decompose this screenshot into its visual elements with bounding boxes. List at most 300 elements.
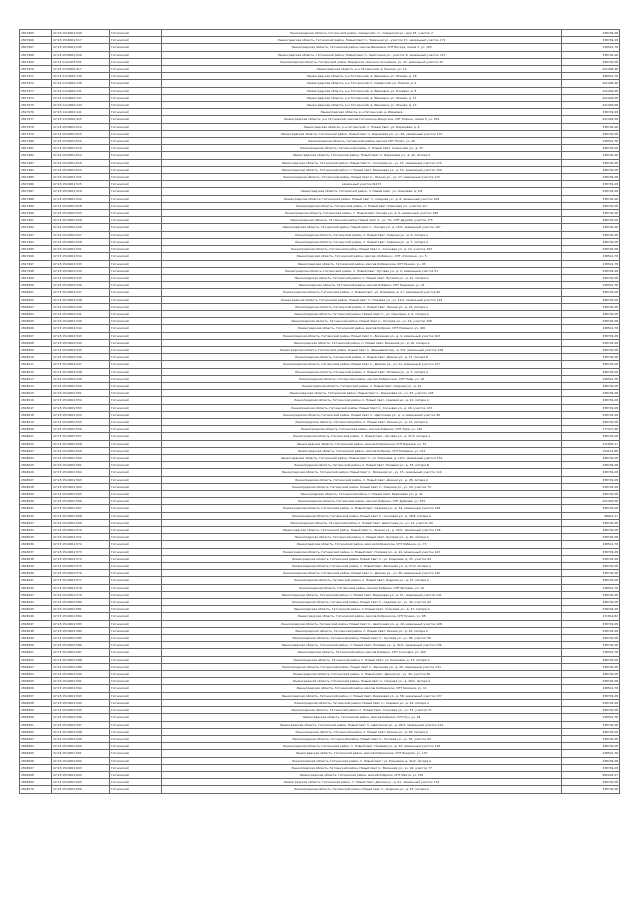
table-row — [20, 599, 620, 606]
cadastral-value-cell: 338749,28 — [562, 58, 620, 65]
district-cell: Гатчинский — [110, 613, 162, 620]
row-number-cell: 2818010 — [20, 354, 52, 361]
cadastral-number-cell: 47:23:1516001:526 — [52, 51, 110, 58]
row-number-cell: 2817983 — [20, 159, 52, 166]
table-row — [20, 555, 620, 562]
cadastral-value-cell: 338749,28 — [562, 462, 620, 469]
cadastral-number-cell: 47:23:1519001:546 — [52, 354, 110, 361]
table-row — [20, 94, 620, 101]
row-number-cell: 2817970 — [20, 66, 52, 73]
district-cell: Гатчинский — [110, 80, 162, 87]
address-cell: Ленинградская область, Гатчинский район, Новый Свет п., Лесная ул., уч. 17, земельный участок 172 — [162, 174, 562, 181]
cadastral-number-cell: 47:23:1519001:591 — [52, 678, 110, 685]
cadastral-number-cell: 47:23:1519001:542 — [52, 325, 110, 332]
district-cell: Гатчинский — [110, 577, 162, 584]
table-row — [20, 404, 620, 411]
district-cell: Гатчинский — [110, 541, 162, 548]
address-cell: Ленинградская область, Гатчинский район, массив «Кобрино», СНТ «Полесье», уч. 5 — [162, 253, 562, 260]
cadastral-number-cell: 47:23:1519001:596 — [52, 714, 110, 721]
cadastral-value-cell: 338749,28 — [562, 174, 620, 181]
address-cell: Ленинградская область, р-н Гатчинский, д. Ивановка — [162, 109, 562, 116]
district-cell: Гатчинский — [110, 303, 162, 310]
cadastral-number-cell: 47:23:1114002:141 — [52, 109, 110, 116]
row-number-cell: 2817984 — [20, 166, 52, 173]
cadastral-value-cell: 338749,28 — [562, 534, 620, 541]
district-cell: Гатчинский — [110, 649, 162, 656]
district-cell: Гатчинский — [110, 779, 162, 786]
cadastral-number-cell: 47:23:1114002:130 — [52, 73, 110, 80]
row-number-cell: 2817992 — [20, 224, 52, 231]
address-cell: Ленинградская область, Гатчинский район, массив Кобринское, СНТ Нива, уч. 18 — [162, 375, 562, 382]
district-cell: Гатчинский — [110, 699, 162, 706]
address-cell: Ленинградская область, Гатчинский район, Новый Свет п., Цветочная ул., д. 19, земельный участок 128 — [162, 620, 562, 627]
parcel-table-body — [20, 30, 620, 794]
table-row — [20, 728, 620, 735]
cadastral-value-cell: 338749,28 — [562, 109, 620, 116]
table-row — [20, 80, 620, 87]
address-cell: Ленинградская область, Гатчинский район, Новый Свет п., Березовая ул., д. 45, литера А — [162, 152, 562, 159]
cadastral-number-cell: 47:23:1519001:586 — [52, 642, 110, 649]
cadastral-value-cell: 338749,28 — [562, 707, 620, 714]
cadastral-number-cell: 47:23:1519001:578 — [52, 584, 110, 591]
cadastral-number-cell: 47:23:1519001:513 — [52, 166, 110, 173]
row-number-cell: 2818066 — [20, 757, 52, 764]
address-cell: Ленинградская область, Гатчинский район, массив Кобрино, СНТ Заря, уч. 120 — [162, 426, 562, 433]
table-row — [20, 361, 620, 368]
row-number-cell: 2818031 — [20, 505, 52, 512]
address-cell: Ленинградская область, Гатчинский район, Новый Свет п., уч. 7/1, СНТ Дружба, участок 175 — [162, 217, 562, 224]
cadastral-value-cell: 338749,28 — [562, 332, 620, 339]
cadastral-value-cell: 582224,27 — [562, 771, 620, 778]
table-row — [20, 325, 620, 332]
cadastral-value-cell: 338749,28 — [562, 563, 620, 570]
row-number-cell: 2817990 — [20, 210, 52, 217]
cadastral-value-cell: 338749,28 — [562, 339, 620, 346]
cadastral-value-cell: 131849,17 — [562, 440, 620, 447]
cadastral-number-cell: 47:23:1519001:600 — [52, 743, 110, 750]
district-cell: Гатчинский — [110, 757, 162, 764]
cadastral-number-cell: 47:23:1519001:587 — [52, 649, 110, 656]
row-number-cell: 2818067 — [20, 764, 52, 771]
district-cell: Гатчинский — [110, 332, 162, 339]
district-cell: Гатчинский — [110, 73, 162, 80]
table-row — [20, 159, 620, 166]
table-row — [20, 231, 620, 238]
row-number-cell: 2818020 — [20, 426, 52, 433]
address-cell: Ленинградская область, р-н Гатчинский, п. Новый Свет, ул. Березовая, д. 8 — [162, 123, 562, 130]
cadastral-value-cell: 338749,28 — [562, 570, 620, 577]
row-number-cell: 2817973 — [20, 87, 52, 94]
cadastral-value-cell: 338749,28 — [562, 743, 620, 750]
address-cell: Ленинградская область, Гатчинский район, массив Кобрино, СНТ Ветеран, уч. 19 — [162, 584, 562, 591]
district-cell: Гатчинский — [110, 771, 162, 778]
table-row — [20, 354, 620, 361]
table-row — [20, 368, 620, 375]
district-cell: Гатчинский — [110, 786, 162, 793]
cadastral-value-cell: 121449,58 — [562, 87, 620, 94]
cadastral-value-cell: 138521,78 — [562, 282, 620, 289]
table-row — [20, 433, 620, 440]
cadastral-number-cell: 47:23:1519001:527 — [52, 231, 110, 238]
row-number-cell: 2817967 — [20, 44, 52, 51]
row-number-cell: 2818026 — [20, 469, 52, 476]
table-row — [20, 217, 620, 224]
table-row — [20, 44, 620, 51]
address-cell: Ленинградская область, Гатчинский район, массив Кобринское, СНТ Березка, уч. 57 — [162, 440, 562, 447]
row-number-cell: 2817975 — [20, 102, 52, 109]
address-cell: Ленинградская область, Гатчинский район, п. Новый Свет, Озерная ул., д. 37, литера А — [162, 577, 562, 584]
address-cell: Ленинградская область, Гатчинский район, Новый Свет п., Весенняя ул., д. 4, земельный участок 162 — [162, 332, 562, 339]
cadastral-value-cell: 138521,78 — [562, 541, 620, 548]
cadastral-value-cell: 338749,28 — [562, 267, 620, 274]
address-cell: Ленинградская область, Гатчинский район, п. Новый Свет, Полевая ул., д. 59, земельный участок 118 — [162, 743, 562, 750]
address-cell: Ленинградская область, Гатчинский район, Новый Свет п., Цветочная ул., участок 9, земельный участок 113 — [162, 51, 562, 58]
cadastral-number-cell: 47:23:1519001:515 — [52, 130, 110, 137]
cadastral-number-cell: 47:23:1519001:523 — [52, 210, 110, 217]
district-cell: Гатчинский — [110, 116, 162, 123]
cadastral-value-cell: 338749,28 — [562, 764, 620, 771]
address-cell: Ленинградская область, Гатчинский район, массив Кобринское, СНТ Калинка, уч. 11 — [162, 685, 562, 692]
district-cell: Гатчинский — [110, 440, 162, 447]
cadastral-value-cell: 138521,78 — [562, 750, 620, 757]
row-number-cell: 2817982 — [20, 152, 52, 159]
cadastral-number-cell: 47:23:1519001:605 — [52, 779, 110, 786]
cadastral-number-cell: 47:23:1519001:548 — [52, 368, 110, 375]
district-cell: Гатчинский — [110, 498, 162, 505]
table-row — [20, 332, 620, 339]
cadastral-value-cell: 138521,78 — [562, 685, 620, 692]
address-cell: Ленинградская область, Гатчинский район, массив Кобрино, СНТ Луч, уч. 64 — [162, 714, 562, 721]
cadastral-number-cell: 47:23:1519001:521 — [52, 174, 110, 181]
district-cell: Гатчинский — [110, 678, 162, 685]
table-row — [20, 527, 620, 534]
address-cell: Ленинградская область, Гатчинский район, п. Новый Свет, ул. Кленовая, д. 17, земельный участок 60 — [162, 289, 562, 296]
row-number-cell: 2818055 — [20, 678, 52, 685]
cadastral-number-cell: 47:23:1519001:560 — [52, 454, 110, 461]
cadastral-number-cell: 47:23:1519001:599 — [52, 735, 110, 742]
district-cell: Гатчинский — [110, 231, 162, 238]
cadastral-number-cell: 47:23:1519001:543 — [52, 332, 110, 339]
cadastral-number-cell: 47:23:1519001:518 — [52, 202, 110, 209]
address-cell: Ленинградская область, р-н Гатчинский, д. Ивановка, ул. Южная, д. 13 — [162, 102, 562, 109]
row-number-cell: 2818070 — [20, 786, 52, 793]
address-cell: Ленинградская область, Гатчинский район, массив Кобрино, СНТ Дубрава, уч. 334 — [162, 498, 562, 505]
district-cell: Гатчинский — [110, 563, 162, 570]
address-cell: Ленинградская область, Гатчинский район, п. Новый Свет, Дачная ул., д. 28, литера А — [162, 476, 562, 483]
cadastral-number-cell: 47:23:1519001:556 — [52, 426, 110, 433]
district-cell: Гатчинский — [110, 145, 162, 152]
row-number-cell: 2818017 — [20, 404, 52, 411]
district-cell: Гатчинский — [110, 282, 162, 289]
cadastral-value-cell: 338749,28 — [562, 382, 620, 389]
table-row — [20, 663, 620, 670]
table-row — [20, 58, 620, 65]
cadastral-number-cell: 47:23:1519001:553 — [52, 404, 110, 411]
row-number-cell: 2818044 — [20, 599, 52, 606]
table-row — [20, 188, 620, 195]
address-cell: Ленинградская область, Гатчинский район, Веревское сельское поселение, уч. 47, земельный участок 34 — [162, 58, 562, 65]
cadastral-number-cell: 47:23:1519001:540 — [52, 318, 110, 325]
table-row — [20, 462, 620, 469]
cadastral-value-cell: 338749,28 — [562, 217, 620, 224]
cadastral-number-cell: 47:23:1519001:550 — [52, 382, 110, 389]
cadastral-value-cell: 338749,28 — [562, 303, 620, 310]
row-number-cell: 2818063 — [20, 735, 52, 742]
table-row — [20, 397, 620, 404]
district-cell: Гатчинский — [110, 735, 162, 742]
cadastral-number-cell: 47:23:1519001:534 — [52, 267, 110, 274]
district-cell: Гатчинский — [110, 238, 162, 245]
cadastral-number-cell: 47:23:1519001:522 — [52, 195, 110, 202]
table-row — [20, 310, 620, 317]
table-row — [20, 483, 620, 490]
cadastral-number-cell: 47:23:1519001:566 — [52, 498, 110, 505]
cadastral-number-cell: 47:23:1114002:137 — [52, 94, 110, 101]
cadastral-value-cell: 421448,48 — [562, 66, 620, 73]
cadastral-value-cell: 338749,28 — [562, 454, 620, 461]
district-cell: Гатчинский — [110, 570, 162, 577]
cadastral-value-cell: 338749,28 — [562, 692, 620, 699]
row-number-cell: 2817989 — [20, 202, 52, 209]
row-number-cell: 2818022 — [20, 440, 52, 447]
table-row — [20, 289, 620, 296]
row-number-cell: 2817980 — [20, 138, 52, 145]
address-cell: Ленинградская область, р-н Гатчинский, д. Пенино, ул. 12 — [162, 66, 562, 73]
cadastral-value-cell: 338749,28 — [562, 37, 620, 44]
cadastral-value-cell: 338749,28 — [562, 130, 620, 137]
address-cell: Ленинградская область, Гатчинский район, п. Новый Свет, Речная ул., д. 29, литера А — [162, 627, 562, 634]
address-cell: Ленинградская область, Гатчинский район, п. Новый Свет, Весенняя ул., д. 27/2, литера А — [162, 563, 562, 570]
address-cell: Ленинградская область, Гатчинский район, Новый Свет п., Садовая ул., уч. 40, участок 62 — [162, 599, 562, 606]
address-cell: Ленинградская область, Гатчинский район, Новый Свет п., Садовая ул., д. 49, литера А — [162, 699, 562, 706]
row-number-cell: 2818036 — [20, 541, 52, 548]
cadastral-value-cell: 138521,78 — [562, 253, 620, 260]
district-cell: Гатчинский — [110, 728, 162, 735]
table-row — [20, 563, 620, 570]
cadastral-number-cell: 47:23:1114002:143 — [52, 102, 110, 109]
table-row — [20, 656, 620, 663]
cadastral-number-cell: 47:23:1519001:539 — [52, 303, 110, 310]
cadastral-value-cell: 338749,28 — [562, 274, 620, 281]
district-cell: Гатчинский — [110, 260, 162, 267]
table-row — [20, 411, 620, 418]
table-row — [20, 138, 620, 145]
address-cell: Ленинградская область, Гатчинский район, Новый Свет п., Полевая ул., уч. 21/1, земельный участок 119 — [162, 296, 562, 303]
district-cell: Гатчинский — [110, 94, 162, 101]
row-number-cell: 2818043 — [20, 591, 52, 598]
district-cell: Гатчинский — [110, 447, 162, 454]
table-row — [20, 426, 620, 433]
row-number-cell: 2818003 — [20, 303, 52, 310]
address-cell: Ленинградская область, Гатчинский район, Новый Свет п., Дачная ул., уч. 21, земельный участок 157 — [162, 361, 562, 368]
table-row — [20, 584, 620, 591]
cadastral-number-cell: 47:23:1519001:519 — [52, 188, 110, 195]
row-number-cell: 2818004 — [20, 310, 52, 317]
cadastral-value-cell: 154112,88 — [562, 447, 620, 454]
row-number-cell: 2818018 — [20, 411, 52, 418]
district-cell: Гатчинский — [110, 66, 162, 73]
address-cell: Ленинградская область, Гатчинский район, п. Новый Свет, Дачная ул., д. 17, литера Б — [162, 354, 562, 361]
table-row — [20, 260, 620, 267]
address-cell: Ленинградская область, Гатчинский район, п. Новый Свет, Кленовая ул., участок 1/1 — [162, 202, 562, 209]
district-cell: Гатчинский — [110, 195, 162, 202]
table-row — [20, 339, 620, 346]
district-cell: Гатчинский — [110, 548, 162, 555]
cadastral-number-cell: 47:23:1519001:603 — [52, 764, 110, 771]
cadastral-number-cell: 47:23:1519001:585 — [52, 635, 110, 642]
address-cell: Ленинградская область, Гатчинский район, п. Новый Свет, Садовая ул., д. 34, земельный участок 148 — [162, 505, 562, 512]
table-row — [20, 440, 620, 447]
cadastral-number-cell: 47:23:1111003:551 — [52, 58, 110, 65]
table-row — [20, 613, 620, 620]
table-row — [20, 692, 620, 699]
district-cell: Гатчинский — [110, 30, 162, 37]
district-cell: Гатчинский — [110, 454, 162, 461]
table-row — [20, 66, 620, 73]
district-cell: Гатчинский — [110, 606, 162, 613]
row-number-cell: 2818033 — [20, 519, 52, 526]
row-number-cell: 2817987 — [20, 188, 52, 195]
table-row — [20, 735, 620, 742]
table-row — [20, 469, 620, 476]
district-cell: Гатчинский — [110, 152, 162, 159]
cadastral-value-cell: 338749,28 — [562, 433, 620, 440]
table-row — [20, 181, 620, 188]
cadastral-number-cell: 47:23:1516001:512 — [52, 138, 110, 145]
district-cell: Гатчинский — [110, 707, 162, 714]
district-cell: Гатчинский — [110, 527, 162, 534]
cadastral-value-cell: 138521,78 — [562, 649, 620, 656]
row-number-cell: 2818032 — [20, 512, 52, 519]
district-cell: Гатчинский — [110, 534, 162, 541]
cadastral-value-cell: 421448,48 — [562, 80, 620, 87]
district-cell: Гатчинский — [110, 138, 162, 145]
cadastral-value-cell: 421449,58 — [562, 94, 620, 101]
row-number-cell: 2818061 — [20, 721, 52, 728]
district-cell: Гатчинский — [110, 404, 162, 411]
cadastral-number-cell: 47:23:1519001:573 — [52, 548, 110, 555]
cadastral-value-cell: 338749,28 — [562, 721, 620, 728]
cadastral-number-cell: 47:23:1519001:547 — [52, 361, 110, 368]
row-number-cell: 2817972 — [20, 80, 52, 87]
table-row — [20, 195, 620, 202]
row-number-cell: 2817988 — [20, 195, 52, 202]
address-cell: Ленинградская область, Гатчинский район, п. Новый Свет, Садовая ул., д. 21, литера А — [162, 397, 562, 404]
address-cell: Ленинградская область, Гатчинский район, п. Новый Свет, Полевая ул., д. 52/1, земельный участок 139 — [162, 642, 562, 649]
address-cell: Ленинградская область, Гатчинский район, п. Новый Свет, Лесная ул., д. 23, литера А — [162, 303, 562, 310]
district-cell: Гатчинский — [110, 390, 162, 397]
district-cell: Гатчинский — [110, 491, 162, 498]
cadastral-value-cell: 338749,28 — [562, 519, 620, 526]
row-number-cell: 2818048 — [20, 627, 52, 634]
cadastral-value-cell: 338749,28 — [562, 145, 620, 152]
cadastral-number-cell: 47:23:1519001:525 — [52, 181, 110, 188]
address-cell: Ленинградская область, р-н Гатчинский, д. Ивановка, ул. Южная, д. 18 — [162, 73, 562, 80]
table-row — [20, 627, 620, 634]
cadastral-number-cell: 47:23:1519001:562 — [52, 469, 110, 476]
cadastral-number-cell: 47:23:1519001:590 — [52, 671, 110, 678]
district-cell: Гатчинский — [110, 159, 162, 166]
district-cell: Гатчинский — [110, 483, 162, 490]
cadastral-number-cell: 47:23:1519001:512 — [52, 123, 110, 130]
cadastral-value-cell: 338749,28 — [562, 289, 620, 296]
row-number-cell: 2818040 — [20, 570, 52, 577]
row-number-cell: 2818046 — [20, 613, 52, 620]
district-cell: Гатчинский — [110, 354, 162, 361]
district-cell: Гатчинский — [110, 296, 162, 303]
address-cell: Ленинградская область, Гатчинский район, массив Кобрино, СНТ Мечта, уч. 150 — [162, 771, 562, 778]
table-row — [20, 620, 620, 627]
table-row — [20, 282, 620, 289]
row-number-cell: 2817994 — [20, 238, 52, 245]
address-cell: Ленинградская область, Гатчинский район, Новый Свет п., ул. Ольховая, д. 9, литера А — [162, 310, 562, 317]
address-cell: Ленинградская область, Гатчинский район, Новый Свет п., Березовая ул., уч. 64, земельный участок 170 — [162, 130, 562, 137]
cadastral-value-cell: 338749,28 — [562, 591, 620, 598]
district-cell: Гатчинский — [110, 130, 162, 137]
district-cell: Гатчинский — [110, 217, 162, 224]
table-row — [20, 447, 620, 454]
cadastral-number-cell: 47:23:1519001:516 — [52, 159, 110, 166]
cadastral-number-cell: 47:23:1519001:594 — [52, 699, 110, 706]
district-cell: Гатчинский — [110, 44, 162, 51]
row-number-cell: 2818058 — [20, 699, 52, 706]
address-cell: Ленинградская область, Гатчинский район, массив Кобринское, СНТ Энергия, уч. 107 — [162, 750, 562, 757]
row-number-cell: 2817969 — [20, 58, 52, 65]
cadastral-value-cell: 338749,28 — [562, 310, 620, 317]
table-row — [20, 116, 620, 123]
row-number-cell: 2818035 — [20, 534, 52, 541]
table-row — [20, 721, 620, 728]
table-row — [20, 570, 620, 577]
table-row — [20, 577, 620, 584]
district-cell: Гатчинский — [110, 426, 162, 433]
table-row — [20, 764, 620, 771]
row-number-cell: 2817966 — [20, 37, 52, 44]
row-number-cell: 2818038 — [20, 555, 52, 562]
cadastral-value-cell: 177471,48 — [562, 426, 620, 433]
table-row — [20, 541, 620, 548]
table-row — [20, 476, 620, 483]
table-row — [20, 303, 620, 310]
address-cell: Ленинградская область, Гатчинский район, п. Новый Свет, Сосновая ул., д. 47, литера А — [162, 606, 562, 613]
row-number-cell: 2818016 — [20, 397, 52, 404]
address-cell: Ленинградская область, Гатчинский район, Новый Свет п., ул. Кленовая, д. 12/1, земельный участок 151 — [162, 454, 562, 461]
district-cell: Гатчинский — [110, 620, 162, 627]
address-cell: Ленинградская область, Гатчинский район, п. Новый Свет, Березовая ул., д. 15, земельный участок 150 — [162, 166, 562, 173]
table-row — [20, 238, 620, 245]
address-cell: Ленинградская область, Гатчинский район, п. Новый Свет, Дачная ул., д. 51, земельный участок 115 — [162, 779, 562, 786]
row-number-cell: 2818002 — [20, 296, 52, 303]
district-cell: Гатчинский — [110, 123, 162, 130]
address-cell: Ленинградская область, р-н Гатчинский, д. Ивановка, ул. Полевая, д. 8 — [162, 87, 562, 94]
table-row — [20, 130, 620, 137]
district-cell: Гатчинский — [110, 591, 162, 598]
row-number-cell: 2817974 — [20, 94, 52, 101]
cadastral-number-cell: 47:23:1519001:575 — [52, 563, 110, 570]
row-number-cell: 2818065 — [20, 750, 52, 757]
cadastral-value-cell: 338749,28 — [562, 757, 620, 764]
table-row — [20, 699, 620, 706]
cadastral-number-cell: 47:23:1115002:417 — [52, 66, 110, 73]
address-cell: Ленинградская область, Гатчинский район, массив Кобрино, СНТ Ромашка, уч. 212 — [162, 447, 562, 454]
table-row — [20, 771, 620, 778]
table-row — [20, 346, 620, 353]
address-cell: Ленинградская область, р-н Гатчинский, массив Гатчинское-Ижорское, СНТ Южное, линия 5, уч. 25а — [162, 116, 562, 123]
cadastral-value-cell: 338749,28 — [562, 635, 620, 642]
cadastral-value-cell: 338749,28 — [562, 30, 620, 37]
district-cell: Гатчинский — [110, 411, 162, 418]
address-cell: Ленинградская область, Гатчинский район, Новый Свет п., Цветочная ул., д. 4, земельный участок 89 — [162, 411, 562, 418]
